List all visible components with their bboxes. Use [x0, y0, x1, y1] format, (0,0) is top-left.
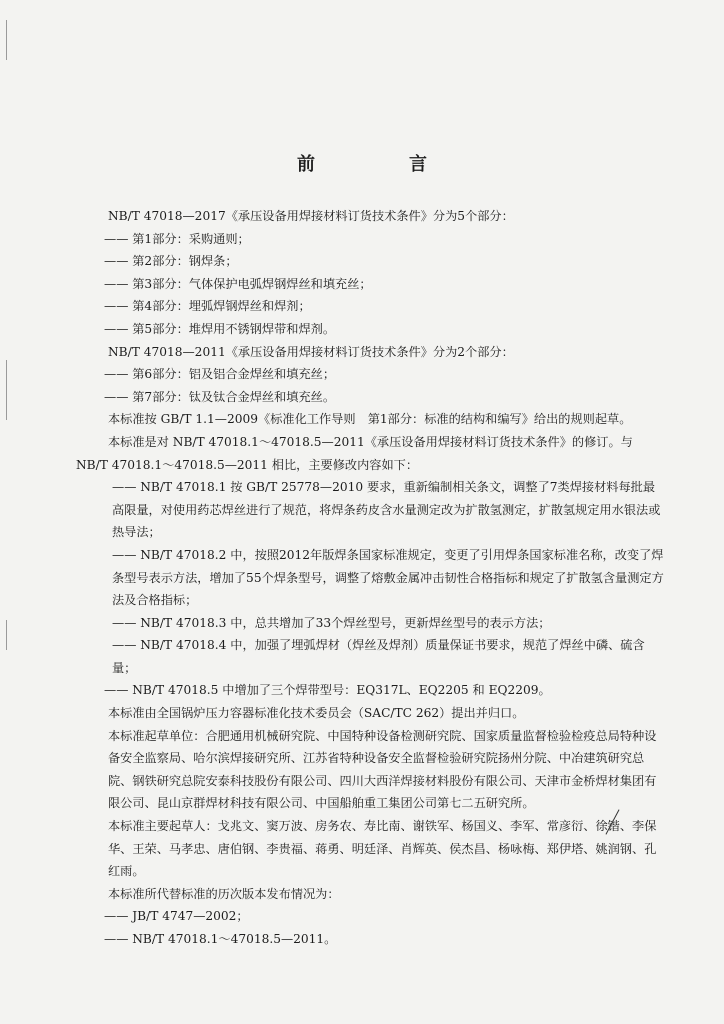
list-item: —— NB/T 47018.1～47018.5—2011。	[104, 932, 337, 946]
list-item: —— NB/T 47018.1 按 GB/T 25778—2010 要求，重新编制相关条文，调整了7类焊接材料每批最高限量，对使用药芯焊丝进行了规范，将焊条药皮含水量测定改为扩散氢测定，扩散氢规定用水银法或热导法；	[112, 480, 661, 540]
list-item: —— 第7部分：钛及钛合金焊丝和填充丝。	[104, 389, 336, 404]
paragraph: 本标准由全国锅炉压力容器标准化技术委员会（SAC/TC 262）提出并归口。	[108, 706, 525, 721]
list-item: —— NB/T 47018.2 中，按照2012年版焊条国家标准规定，变更了引用焊条国家标准名称，改变了焊条型号表示方法，增加了55个焊条型号，调整了熔敷金属冲击韧性合格指标和规定了扩散氢含量测定方法及合格指标；	[112, 547, 664, 608]
list-item: —— NB/T 47018.5 中增加了三个焊带型号：EQ317L、EQ2205 和 EQ2209。	[104, 683, 551, 698]
list-item: —— 第6部分：铝及铝合金焊丝和填充丝；	[104, 367, 336, 382]
list-item: —— 第1部分：采购通则；	[104, 231, 250, 246]
list-item: —— JB/T 4747—2002；	[104, 909, 249, 924]
list-item: —— 第4部分：埋弧焊钢焊丝和焊剂；	[104, 299, 311, 314]
paragraph: NB/T 47018.1～47018.5—2011 相比，主要修改内容如下：	[76, 457, 419, 472]
scan-edge-mark	[6, 620, 7, 650]
paragraph: 本标准所代替标准的历次版本发布情况为：	[108, 886, 340, 901]
paragraph: 本标准按 GB/T 1.1—2009《标准化工作导则 第1部分：标准的结构和编写》给出的规则起草。	[108, 412, 632, 427]
page-title: 前 言	[297, 154, 465, 175]
scan-edge-mark	[6, 20, 7, 60]
list-item: —— NB/T 47018.4 中，加强了埋弧焊材（焊丝及焊剂）质量保证书要求，规范了焊丝中磷、硫含量；	[112, 638, 645, 675]
paragraph: 本标准起草单位：合肥通用机械研究院、中国特种设备检测研究院、国家质量监督检验检疫总局特种设备安全监察局、哈尔滨焊接研究所、江苏省特种设备安全监督检验研究院扬州分院、中冶建筑研究总院、钢铁研究总院安泰科技股份有限公司、四川大西洋焊接材料股份有限公司、天津市金桥焊材集团有限公司、昆山京群焊材科技有限公司、中国船舶重工集团公司第七二五研究所。	[108, 728, 657, 811]
paragraph: 本标准是对 NB/T 47018.1～47018.5—2011《承压设备用焊接材料订货技术条件》的修订。与	[108, 434, 633, 449]
paragraph: NB/T 47018—2011《承压设备用焊接材料订货技术条件》分为2个部分：	[108, 344, 514, 359]
paragraph: NB/T 47018—2017《承压设备用焊接材料订货技术条件》分为5个部分：	[108, 209, 514, 223]
list-item: —— NB/T 47018.3 中，总共增加了33个焊丝型号，更新焊丝型号的表示方法；	[112, 615, 551, 630]
scan-edge-mark	[6, 360, 7, 420]
foreword-body	[76, 205, 664, 951]
list-item: —— 第2部分：钢焊条；	[104, 254, 238, 269]
list-item: —— 第5部分：堆焊用不锈钢焊带和焊剂。	[104, 321, 336, 336]
list-item: —— 第3部分：气体保护电弧焊钢焊丝和填充丝；	[104, 276, 372, 291]
paragraph: 本标准主要起草人：戈兆文、窦万波、房务农、寿比南、谢铁军、杨国义、李军、常彦衍、徐锴、李保华、王荣、马孝忠、唐伯钢、李贵福、蒋勇、明廷泽、肖辉英、侯杰昌、杨咏梅、郑伊塔、姚润钢、孔红雨。	[108, 819, 657, 879]
